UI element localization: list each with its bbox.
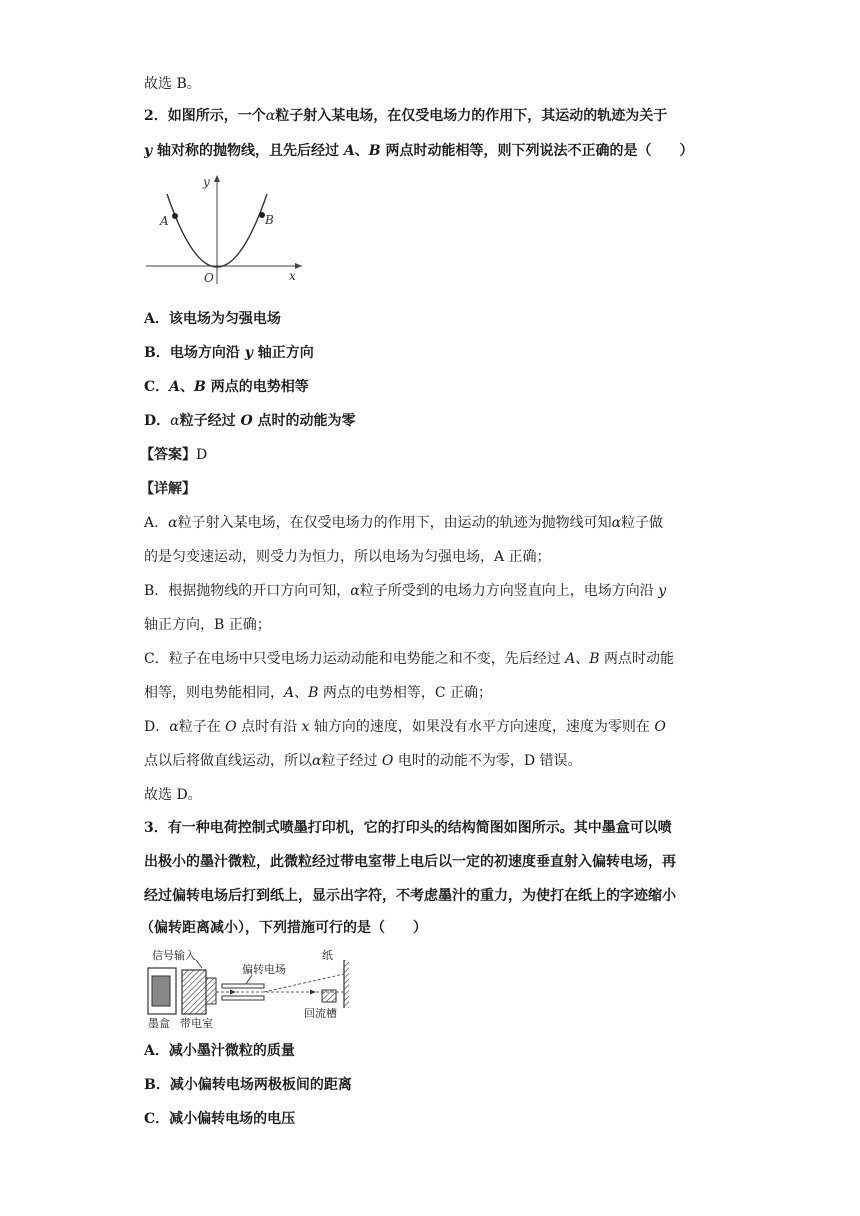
particle-arrow-2 — [310, 990, 316, 995]
x-axis-label: x — [289, 269, 296, 283]
analysis-c-text-d: 两点的电势相等，C 正确； — [318, 685, 493, 701]
upper-deflection-plate — [222, 984, 264, 988]
separator: 、 — [294, 685, 309, 701]
lower-deflection-plate — [222, 996, 264, 1000]
y-axis-label: y — [203, 175, 210, 189]
point-b-label: B — [265, 213, 274, 227]
alpha-symbol: α — [611, 515, 622, 531]
q3-number: 3． — [144, 820, 168, 836]
point-a-marker — [172, 213, 178, 219]
origin-label: O — [204, 271, 214, 285]
q2-stem-text-c: 轴对称的抛物线，且先后经过 — [152, 143, 344, 159]
analysis-d-text-b: 点时有沿 — [236, 719, 302, 735]
alpha-symbol: α — [312, 753, 322, 769]
particle-arrow — [230, 990, 236, 995]
q2-stem-text-d: 两点时动能相等，则下列说法不正确的是（ ） — [380, 143, 694, 159]
y-axis-arrow — [214, 175, 220, 182]
option-b-prefix: B．电场方向沿 — [144, 345, 245, 361]
analysis-c-text-b: 两点时动能 — [599, 651, 675, 667]
analysis-a-line1 — [144, 513, 663, 533]
q2-option-d — [144, 411, 356, 431]
origin-symbol: O — [240, 413, 253, 429]
point-a-symbol: A — [565, 651, 576, 667]
analysis-d-line2 — [144, 751, 582, 771]
alpha-symbol: α — [168, 515, 178, 531]
x-symbol: x — [301, 719, 310, 735]
y-symbol: y — [144, 143, 153, 159]
q2-stem-text-a: 如图所示，一个 — [167, 108, 266, 124]
deflected-path — [264, 974, 344, 992]
q2-option-b — [144, 343, 314, 363]
q2-option-c — [144, 377, 309, 397]
analysis-d-text-a: 粒子在 — [178, 719, 226, 735]
analysis-conclusion: 故选 D。 — [144, 787, 202, 803]
analysis-b-line2: 轴正方向，B 正确； — [144, 617, 271, 633]
origin-symbol: O — [381, 753, 394, 769]
point-a-symbol: A — [343, 143, 355, 159]
ink-reservoir — [152, 976, 170, 1006]
y-symbol: y — [658, 583, 667, 599]
point-b-symbol: B — [308, 685, 319, 701]
option-d-mid: 粒子经过 — [179, 413, 241, 429]
y-symbol: y — [244, 345, 253, 361]
analysis-d-text-c: 轴方向的速度，如果没有水平方向速度，速度为零则在 — [309, 719, 655, 735]
analysis-a-prefix: A． — [144, 515, 169, 531]
q3-stem-text-1: 有一种电荷控制式喷墨打印机，它的打印头的结构简图如图所示。其中墨盒可以喷 — [167, 820, 672, 836]
separator: 、 — [354, 143, 369, 159]
analysis-a-text: 粒子射入某电场，在仅受电场力的作用下，由运动的轨迹为抛物线可知 — [177, 515, 612, 531]
analysis-c-line1 — [144, 649, 674, 669]
analysis-c-text-c: 相等，则电势能相同， — [144, 685, 284, 701]
analysis-d-line1 — [144, 717, 666, 737]
charge-room-nozzle — [206, 978, 216, 1004]
q3-stem-line4: （偏转距离减小），下列措施可行的是（ ） — [140, 920, 427, 936]
separator: 、 — [575, 651, 590, 667]
analysis-b-line1 — [144, 581, 666, 601]
return-tank — [322, 990, 336, 1002]
deflection-field-label: 偏转电场 — [242, 963, 286, 976]
paper-label: 纸 — [322, 949, 333, 962]
parabola-figure — [144, 172, 309, 287]
q2-number: 2． — [144, 108, 168, 124]
analysis-b-text-a: B．根据抛物线的开口方向可知， — [144, 583, 351, 599]
option-b-suffix: 轴正方向 — [252, 345, 314, 361]
charge-room-label: 带电室 — [180, 1017, 213, 1030]
analysis-c-text-a: C．粒子在电场中只受电场力运动动能和电势能之和不变，先后经过 — [144, 651, 566, 667]
alpha-symbol: α — [170, 413, 180, 429]
q3-option-a: A．减小墨汁微粒的质量 — [144, 1043, 295, 1059]
signal-input-label: 信号输入 — [152, 949, 196, 962]
q2-stem-line1 — [144, 106, 667, 126]
option-c-prefix: C． — [144, 379, 170, 395]
alpha-symbol: α — [350, 583, 360, 599]
inkjet-printer-figure — [144, 946, 359, 1031]
analysis-d-text-e: 粒子经过 — [321, 753, 382, 769]
point-b-symbol: B — [194, 379, 206, 395]
point-b-symbol: B — [368, 143, 381, 159]
answer-value: D — [196, 447, 208, 463]
analysis-a-line2: 的是匀变速运动，则受力为恒力，所以电场为匀强电场，A 正确； — [144, 549, 551, 565]
ink-box-label: 墨盒 — [148, 1017, 170, 1030]
option-c-suffix: 两点的电势相等 — [205, 379, 309, 395]
q3-stem-line1 — [144, 818, 672, 838]
point-b-symbol: B — [589, 651, 600, 667]
q2-option-a: A．该电场为匀强电场 — [144, 311, 281, 327]
option-d-suffix: 点时的动能为零 — [252, 413, 356, 429]
charge-room — [182, 970, 206, 1014]
separator: 、 — [180, 379, 195, 395]
alpha-symbol: α — [169, 719, 179, 735]
analysis-d-text-d: 点以后将做直线运动，所以 — [144, 753, 312, 769]
option-d-prefix: D． — [144, 413, 171, 429]
signal-input-pointer — [196, 960, 202, 968]
analysis-label: 【详解】 — [140, 481, 196, 497]
x-axis-arrow — [295, 263, 302, 269]
answer-label: 【答案】 — [140, 447, 196, 463]
alpha-symbol: α — [265, 108, 276, 124]
q3-stem-line3: 经过偏转电场后打到纸上，显示出字符，不考虑墨汁的重力，为使打在纸上的字迹缩小 — [144, 888, 676, 904]
q3-stem-line2: 出极小的墨汁微粒，此微粒经过带电室带上电后以一定的初速度垂直射入偏转电场，再 — [144, 854, 676, 870]
origin-symbol: O — [654, 719, 666, 735]
paper-hatch — [344, 960, 349, 1008]
point-a-symbol: A — [169, 379, 181, 395]
analysis-c-line2 — [144, 683, 492, 703]
analysis-d-text-f: 电时的动能不为零，D 错误。 — [393, 753, 582, 769]
q3-option-c: C．减小偏转电场的电压 — [144, 1111, 296, 1127]
analysis-b-text-b: 粒子所受到的电场力方向竖直向上，电场方向沿 — [359, 583, 659, 599]
previous-answer-conclusion: 故选 B。 — [144, 76, 201, 92]
point-a-symbol: A — [284, 685, 295, 701]
answer-line — [140, 445, 207, 465]
analysis-d-prefix: D． — [144, 719, 170, 735]
deflection-field-pointer — [246, 975, 252, 984]
q2-stem-line2 — [144, 141, 693, 161]
return-tank-label: 回流槽 — [304, 1007, 337, 1020]
point-a-label: A — [160, 214, 169, 228]
analysis-a-tail: 粒子做 — [621, 515, 664, 531]
q3-option-b: B．减小偏转电场两极板间的距离 — [144, 1077, 352, 1093]
q2-stem-text-b: 粒子射入某电场，在仅受电场力的作用下，其运动的轨迹为关于 — [275, 108, 668, 124]
origin-symbol: O — [225, 719, 237, 735]
